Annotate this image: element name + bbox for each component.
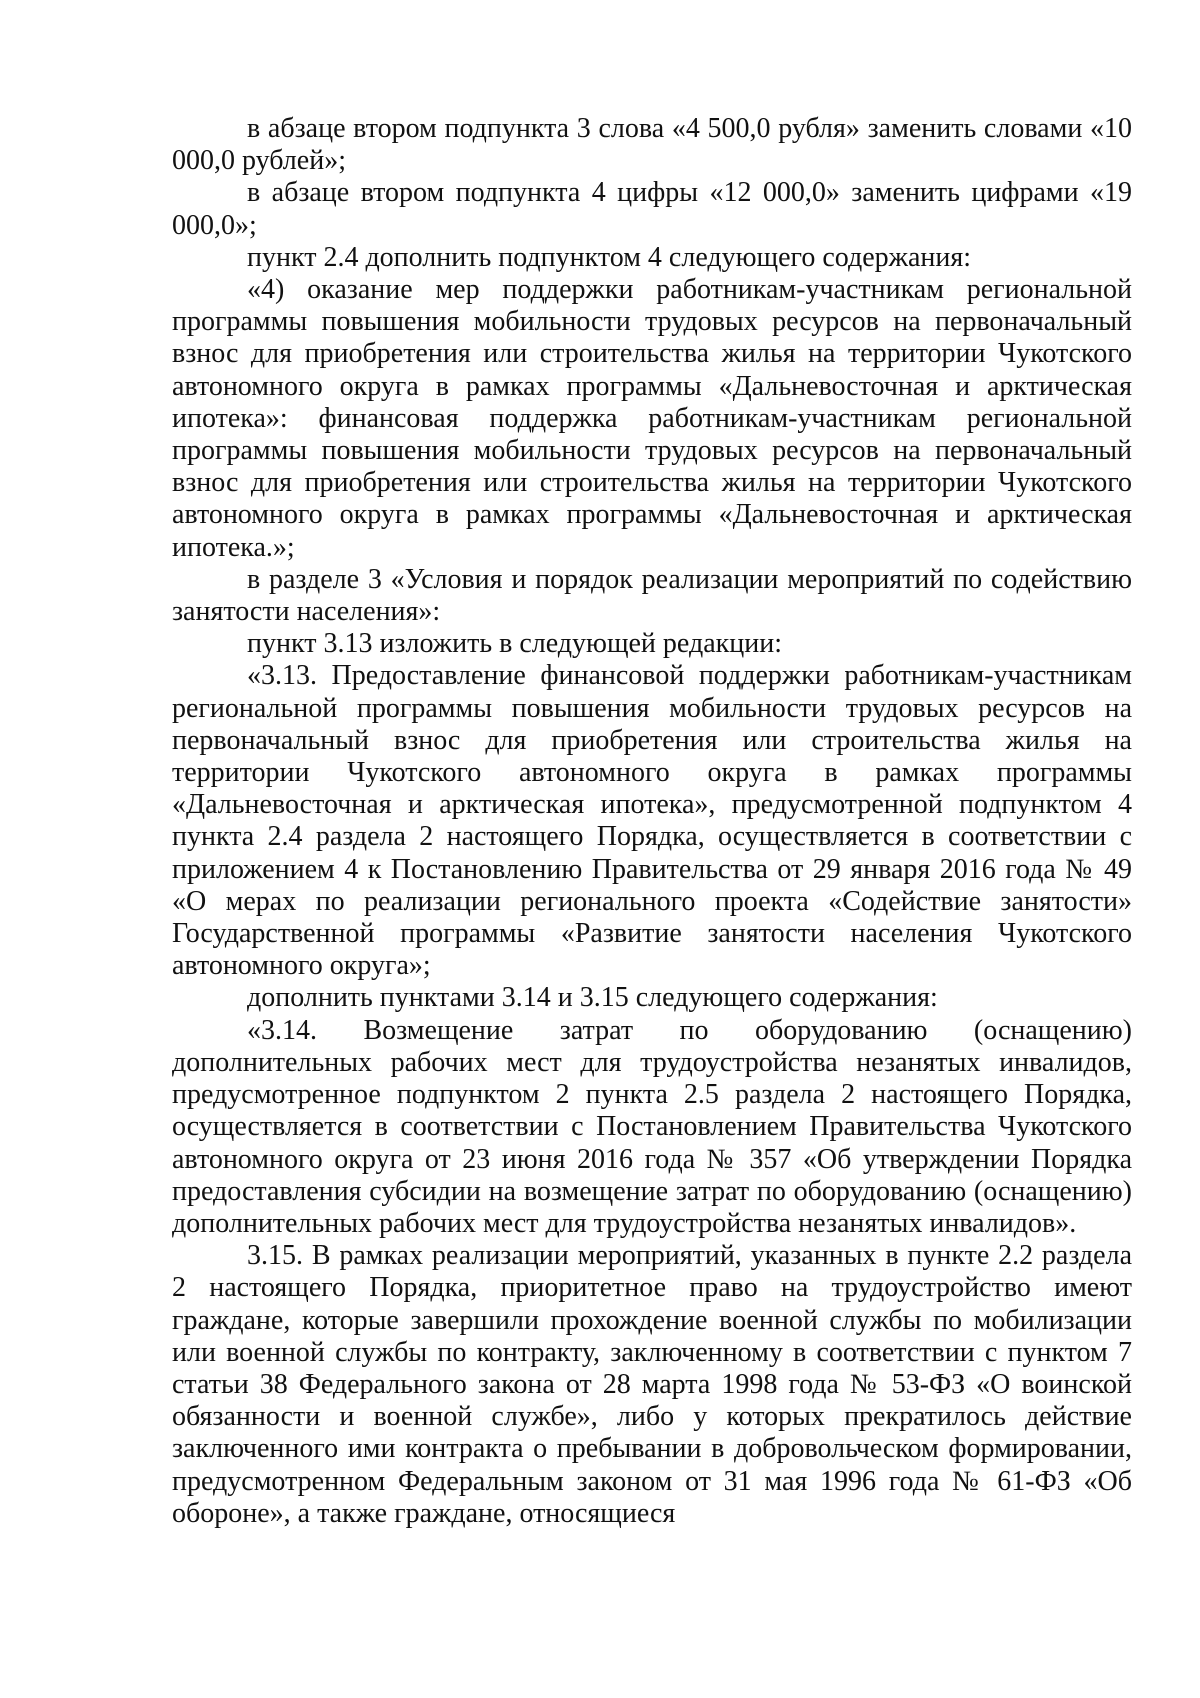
paragraph-new-subitem-4: «4) оказание мер поддержки работникам-участникам региональной программы повышения мобильности трудовых ресурсов на первоначальный взнос для приобретения или строительства жилья на территории Чукотского автономного округа в рамках программы «Дальневосточная и арктическая ипотека»: финансовая поддержка работникам-участникам региональной программы повышения мобильности трудовых ресурсов на первоначальный взнос для приобретения или строительства жилья на территории Чукотского автономного округа в рамках программы «Дальневосточная и арктическая ипотека.»; (172, 274, 1132, 563)
paragraph-item-3-15: 3.15. В рамках реализации мероприятий, указанных в пункте 2.2 раздела 2 настоящего Порядка, приоритетное право на трудоустройство имеют граждане, которые завершили прохождение военной службы по мобилизации или военной службы по контракту, заключенному в соответствии с пунктом 7 статьи 38 Федерального закона от 28 марта 1998 года № 53-ФЗ «О воинской обязанности и военной службе», либо у которых прекратилось действие заключенного ими контракта о пребывании в добровольческом формировании, предусмотренном Федеральным законом от 31 мая 1996 года № 61-ФЗ «Об обороне», а также граждане, относящиеся (172, 1240, 1132, 1529)
paragraph-item-3-14: «3.14. Возмещение затрат по оборудованию (оснащению) дополнительных рабочих мест для трудоустройства незанятых инвалидов, предусмотренное подпунктом 2 пункта 2.5 раздела 2 настоящего Порядка, осуществляется в соответствии с Постановлением Правительства Чукотского автономного округа от 23 июня 2016 года № 357 «Об утверждении Порядка предоставления субсидии на возмещение затрат по оборудованию (оснащению) дополнительных рабочих мест для трудоустройства незанятых инвалидов». (172, 1014, 1132, 1239)
paragraph-amend-subitem-3: в абзаце втором подпункта 3 слова «4 500,0 рубля» заменить словами «10 000,0 рублей»; (172, 113, 1132, 177)
paragraph-amend-subitem-4: в абзаце втором подпункта 4 цифры «12 000,0» заменить цифрами «19 000,0»; (172, 177, 1132, 241)
document-body (172, 113, 1132, 1530)
paragraph-item-3-13-intro: пункт 3.13 изложить в следующей редакции: (247, 628, 782, 660)
paragraph-supplement-3-14-3-15: дополнить пунктами 3.14 и 3.15 следующего содержания: (247, 982, 938, 1014)
paragraph-supplement-2-4: пункт 2.4 дополнить подпунктом 4 следующего содержания: (247, 241, 972, 273)
paragraph-item-3-13: «3.13. Предоставление финансовой поддержки работникам-участникам региональной программы повышения мобильности трудовых ресурсов на первоначальный взнос для приобретения или строительства жилья на территории Чукотского автономного округа в рамках программы «Дальневосточная и арктическая ипотека», предусмотренной подпунктом 4 пункта 2.4 раздела 2 настоящего Порядка, осуществляется в соответствии с приложением 4 к Постановлению Правительства от 29 января 2016 года № 49 «О мерах по реализации регионального проекта «Содействие занятости» Государственной программы «Развитие занятости населения Чукотского автономного округа»; (172, 660, 1132, 982)
paragraph-section-3: в разделе 3 «Условия и порядок реализации мероприятий по содействию занятости населения»: (172, 563, 1132, 628)
